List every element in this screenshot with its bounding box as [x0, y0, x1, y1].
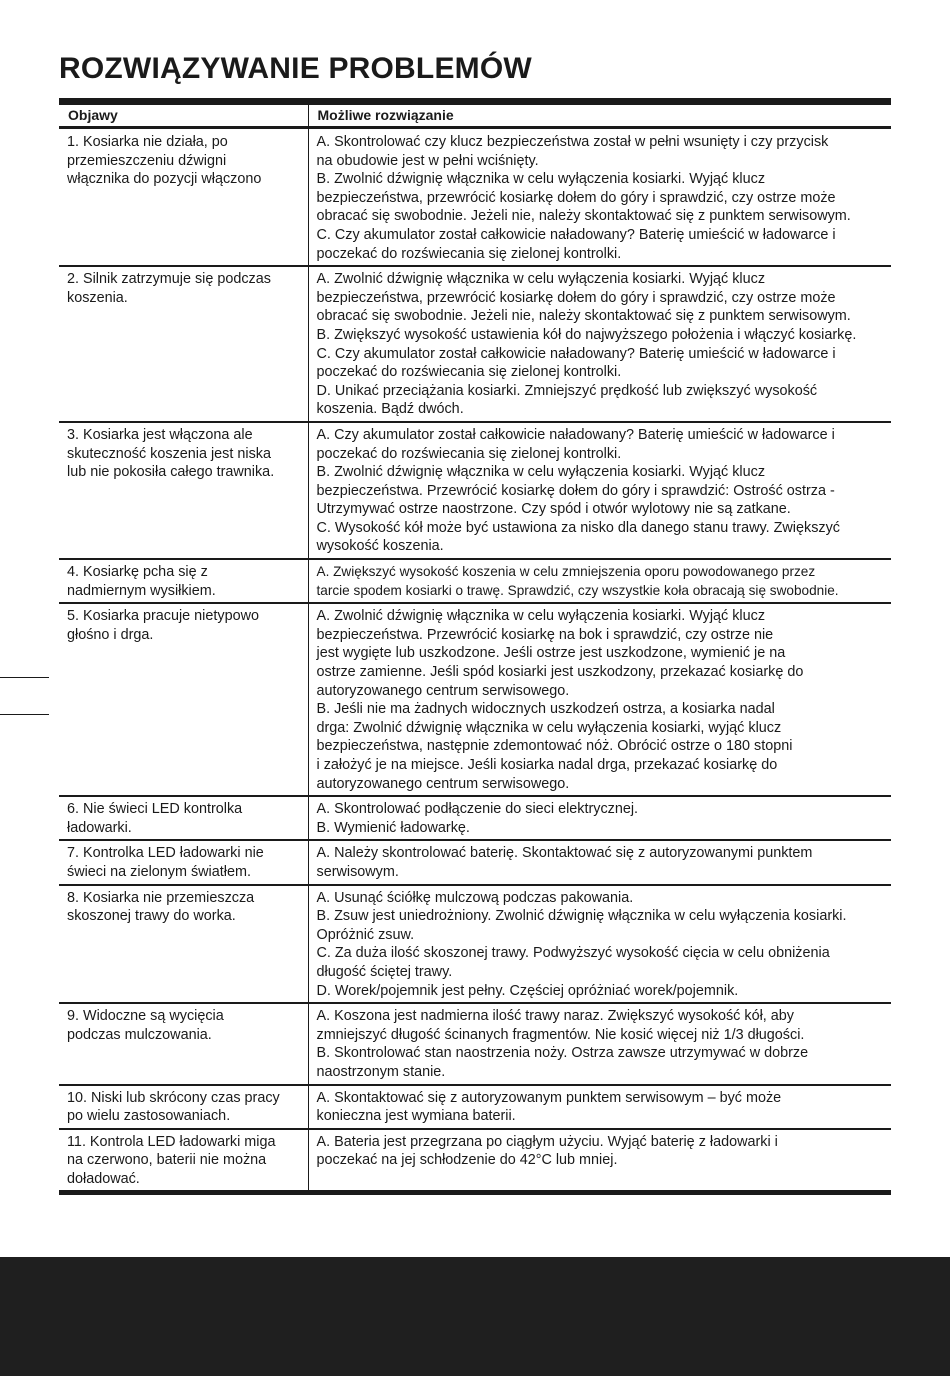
symptom-cell	[59, 128, 308, 267]
solution-line: A. Należy skontrolować baterię. Skontaktować się z autoryzowanymi punktem	[316, 845, 813, 862]
symptom-line: 1. Kosiarka nie działa, po	[67, 134, 228, 150]
symptom-line: 4. Kosiarkę pcha się z	[67, 564, 208, 581]
symptom-line: 9. Widoczne są wycięcia	[67, 1008, 224, 1025]
table-row	[59, 422, 891, 559]
solution-line: bezpieczeństwa. Przewrócić kosiarkę dołem do góry i sprawdzić: Ostrość ostrza -	[316, 482, 835, 499]
symptom-line: lub nie pokosiła całego trawnika.	[67, 464, 275, 481]
solution-line: A. Zwiększyć wysokość koszenia w celu zmniejszenia oporu powodowanego przez	[316, 564, 816, 580]
solution-line: konieczna jest wymiana baterii.	[316, 1108, 516, 1125]
symptom-cell	[59, 840, 308, 884]
solution-line: obracać się swobodnie. Jeżeli nie, należy skontaktować się z punktem serwisowym.	[316, 308, 851, 325]
symptom-cell	[59, 1085, 308, 1129]
table-row	[59, 266, 891, 422]
solution-line: obracać się swobodnie. Jeżeli nie, należy skontaktować się z punktem serwisowym.	[316, 208, 851, 225]
solution-line: bezpieczeństwa, następnie zdemontować nóż. Obrócić ostrze o 180 stopni	[316, 738, 793, 755]
solution-line: Opróżnić zsuw.	[316, 926, 415, 943]
symptom-cell	[59, 559, 308, 603]
solution-line: B. Jeśli nie ma żadnych widocznych uszkodzeń ostrza, a kosiarka nadal	[316, 701, 775, 718]
solution-cell	[308, 1129, 891, 1193]
symptom-line: doładować.	[67, 1170, 140, 1187]
solution-cell	[308, 266, 891, 422]
troubleshooting-table	[59, 98, 891, 1195]
symptom-line: 8. Kosiarka nie przemieszcza	[67, 889, 255, 906]
solution-line: A. Skontrolować podłączenie do sieci elektrycznej.	[316, 801, 639, 818]
solution-line: zmniejszyć długość ścinanych fragmentów. Nie kosić więcej niż 1/3 długości.	[316, 1026, 805, 1043]
symptom-cell	[59, 266, 308, 422]
solution-line: tarcie spodem kosiarki o trawę. Sprawdzić, czy wszystkie koła obracają się swobodnie.	[316, 582, 839, 598]
solution-line: Utrzymywać ostrze naostrzone. Czy spód i otwór wylotowy nie są zatkane.	[316, 501, 791, 518]
page-title: ROZWIĄZYWANIE PROBLEMÓW	[59, 52, 532, 85]
solution-line: ostrze zamienne. Jeśli spód kosiarki jest uszkodzony, przekazać kosiarkę do	[316, 664, 804, 681]
margin-mark-upper	[0, 677, 49, 678]
symptom-line: ładowarki.	[67, 819, 132, 836]
header-row	[59, 102, 891, 128]
solution-cell	[308, 559, 891, 603]
solution-line: A. Koszona jest nadmierna ilość trawy naraz. Zwiększyć wysokość kół, aby	[316, 1008, 794, 1025]
solution-line: poczekać do rozświecania się zielonej kontrolki.	[316, 445, 622, 462]
margin-mark-lower	[0, 714, 49, 715]
symptom-line: na czerwono, baterii nie można	[67, 1152, 267, 1169]
symptom-line: 7. Kontrolka LED ładowarki nie	[67, 845, 264, 862]
symptom-cell	[59, 1129, 308, 1193]
solution-line: C. Za duża ilość skoszonej trawy. Podwyższyć wysokość cięcia w celu obniżenia	[316, 945, 830, 962]
symptom-line: skoszonej trawy do worka.	[67, 908, 236, 925]
symptom-line: 10. Niski lub skrócony czas pracy	[67, 1089, 280, 1106]
table-row	[59, 796, 891, 840]
solution-line: A. Zwolnić dźwignię włącznika w celu wyłączenia kosiarki. Wyjąć klucz	[316, 271, 766, 288]
header-solutions: Możliwe rozwiązanie	[308, 102, 891, 128]
header-symptoms: Objawy	[59, 102, 308, 128]
solution-line: bezpieczeństwa, przewrócić kosiarkę dołem do góry i sprawdzić, czy ostrze może	[316, 289, 836, 306]
table-row	[59, 559, 891, 603]
solution-line: B. Wymienić ładowarkę.	[316, 819, 470, 836]
symptom-line: po wielu zastosowaniach.	[67, 1108, 231, 1125]
table-row	[59, 840, 891, 884]
symptom-line: głośno i drga.	[67, 626, 154, 643]
solution-line: naostrzonym stanie.	[316, 1063, 446, 1080]
solution-line: A. Zwolnić dźwignię włącznika w celu wyłączenia kosiarki. Wyjąć klucz	[316, 608, 766, 625]
symptom-line: skuteczność koszenia jest niska	[67, 445, 271, 462]
solution-cell	[308, 603, 891, 796]
solution-line: B. Zsuw jest uniedrożniony. Zwolnić dźwignię włącznika w celu wyłączenia kosiarki.	[316, 908, 847, 925]
symptom-line: 2. Silnik zatrzymuje się podczas	[67, 271, 271, 288]
solution-line: poczekać na jej schłodzenie do 42°C lub mniej.	[316, 1152, 618, 1169]
table-header	[59, 102, 891, 128]
solution-cell	[308, 422, 891, 559]
symptom-line: podczas mulczowania.	[67, 1026, 212, 1043]
solution-line: B. Zwiększyć wysokość ustawienia kół do najwyższego położenia i włączyć kosiarkę.	[316, 326, 857, 343]
table-row	[59, 1129, 891, 1193]
table-row	[59, 603, 891, 796]
symptom-line: 3. Kosiarka jest włączona ale	[67, 426, 253, 443]
table-row	[59, 1003, 891, 1084]
symptom-line: 6. Nie świeci LED kontrolka	[67, 801, 243, 818]
solution-line: jest wygięte lub uszkodzone. Jeśli ostrze jest uszkodzone, wymienić je na	[316, 645, 786, 662]
solution-line: autoryzowanego centrum serwisowego.	[316, 775, 570, 792]
solution-line: A. Czy akumulator został całkowicie naładowany? Baterię umieścić w ładowarce i	[316, 426, 835, 443]
solution-cell	[308, 796, 891, 840]
solution-cell	[308, 1085, 891, 1129]
solution-line: B. Zwolnić dźwignię włącznika w celu wyłączenia kosiarki. Wyjąć klucz	[316, 464, 766, 481]
symptom-line: świeci na zielonym światłem.	[67, 863, 251, 880]
solution-line: A. Usunąć ściółkę mulczową podczas pakowania.	[316, 889, 634, 906]
symptom-line: 5. Kosiarka pracuje nietypowo	[67, 608, 259, 625]
symptom-cell	[59, 885, 308, 1004]
solution-cell	[308, 1003, 891, 1084]
solution-line: bezpieczeństwa. Przewrócić kosiarkę na bok i sprawdzić, czy ostrze nie	[316, 626, 774, 643]
footer-bar	[0, 1257, 950, 1376]
solution-line: A. Bateria jest przegrzana po ciągłym użyciu. Wyjąć baterię z ładowarki i	[316, 1133, 778, 1150]
solution-line: i założyć je na miejsce. Jeśli kosiarka nadal drga, przekazać kosiarkę do	[316, 757, 778, 773]
symptom-cell	[59, 603, 308, 796]
symptom-line: 11. Kontrola LED ładowarki miga	[67, 1133, 276, 1150]
solution-line: drga: Zwolnić dźwignię włącznika w celu wyłączenia kosiarki, wyjąć klucz	[316, 719, 782, 736]
solution-line: D. Worek/pojemnik jest pełny. Częściej opróżniać worek/pojemnik.	[316, 982, 739, 999]
solution-line: serwisowym.	[316, 863, 399, 880]
symptom-line: nadmiernym wysiłkiem.	[67, 582, 216, 599]
solution-line: autoryzowanego centrum serwisowego.	[316, 682, 570, 699]
solution-line: B. Skontrolować stan naostrzenia noży. Ostrza zawsze utrzymywać w dobrze	[316, 1045, 809, 1062]
solution-line: D. Unikać przeciążania kosiarki. Zmniejszyć prędkość lub zwiększyć wysokość	[316, 382, 818, 399]
symptom-cell	[59, 796, 308, 840]
solution-line: długość ściętej trawy.	[316, 963, 453, 980]
table-row	[59, 1085, 891, 1129]
solution-line: C. Wysokość kół może być ustawiona za nisko dla danego stanu trawy. Zwiększyć	[316, 519, 840, 536]
solution-line: A. Skontaktować się z autoryzowanym punktem serwisowym – być może	[316, 1089, 782, 1106]
solution-line: bezpieczeństwa, przewrócić kosiarkę dołem do góry i sprawdzić, czy ostrze może	[316, 189, 836, 206]
solution-line: poczekać do rozświecania się zielonej kontrolki.	[316, 245, 622, 262]
solution-cell	[308, 128, 891, 267]
solution-line: C. Czy akumulator został całkowicie naładowany? Baterię umieścić w ładowarce i	[316, 345, 836, 362]
solution-cell	[308, 885, 891, 1004]
symptom-line: włącznika do pozycji włączono	[67, 171, 262, 188]
symptom-cell	[59, 1003, 308, 1084]
table-body	[59, 128, 891, 1193]
solution-cell	[308, 840, 891, 884]
table-row	[59, 885, 891, 1004]
troubleshooting-table-container	[59, 98, 891, 1195]
solution-line: wysokość koszenia.	[316, 538, 444, 555]
solution-line: poczekać do rozświecania się zielonej kontrolki.	[316, 364, 622, 381]
solution-line: na obudowie jest w pełni wciśnięty.	[316, 152, 539, 169]
solution-line: koszenia. Bądź dwóch.	[316, 401, 464, 418]
table-row	[59, 128, 891, 267]
symptom-line: przemieszczeniu dźwigni	[67, 152, 227, 169]
symptom-line: koszenia.	[67, 289, 128, 306]
symptom-cell	[59, 422, 308, 559]
solution-line: B. Zwolnić dźwignię włącznika w celu wyłączenia kosiarki. Wyjąć klucz	[316, 171, 766, 188]
solution-line: A. Skontrolować czy klucz bezpieczeństwa został w pełni wsunięty i czy przycisk	[316, 134, 829, 150]
solution-line: C. Czy akumulator został całkowicie naładowany? Baterię umieścić w ładowarce i	[316, 226, 836, 243]
